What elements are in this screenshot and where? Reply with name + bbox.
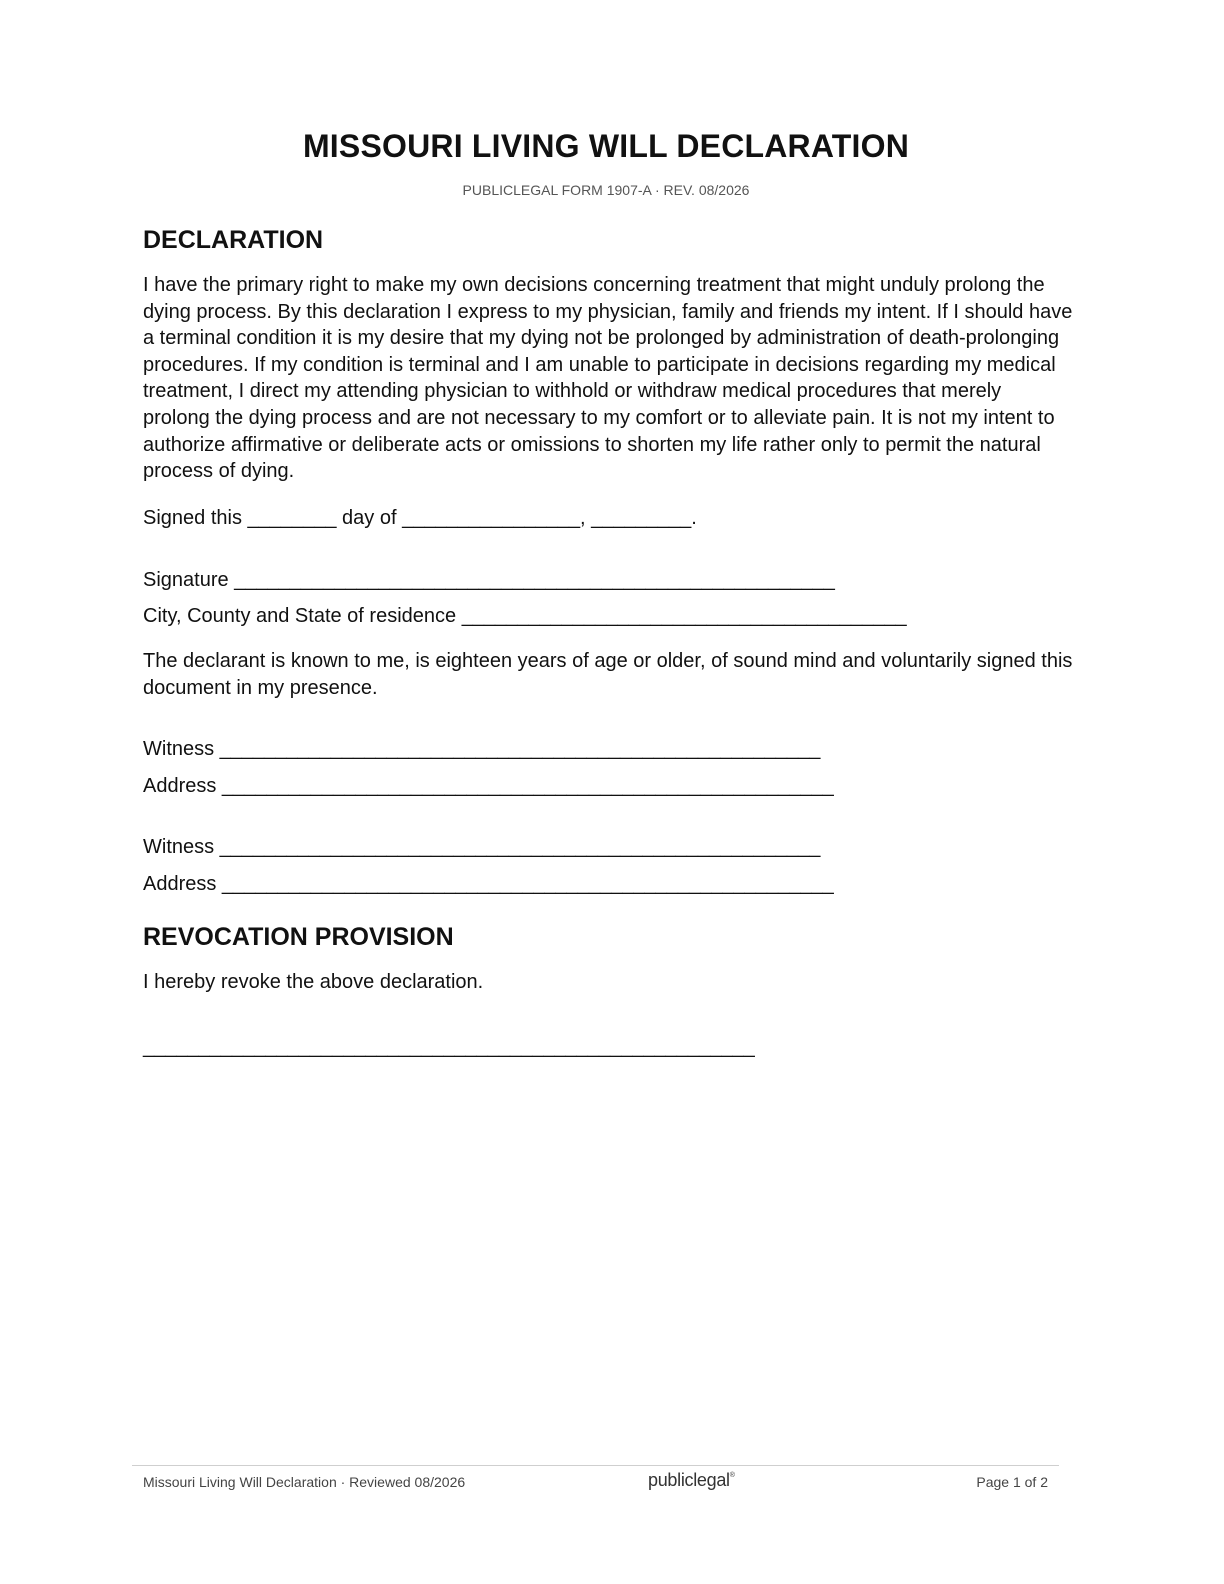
revocation-heading: REVOCATION PROVISION xyxy=(143,923,454,951)
revocation-signature-line[interactable]: _______________________________________________________ xyxy=(143,1036,755,1058)
logo-text: publiclegal xyxy=(648,1470,730,1490)
witness-1-line[interactable]: Witness ______________________________________________________ xyxy=(143,738,821,760)
document-title: MISSOURI LIVING WILL DECLARATION xyxy=(302,128,910,164)
revocation-body: I hereby revoke the above declaration. xyxy=(143,971,484,993)
declaration-body: I have the primary right to make my own decisions concerning treatment that might unduly prolong the dying process. By this declaration I express to my physician, family and friends my intent. If I should have a terminal condition it is my desire that my dying not be prolonged by administration of death-prolonging procedures. If my condition is terminal and I am unable to participate in decisions regarding my medical treatment, I direct my attending physician to withhold or withdraw medical procedures that merely prolong the dying process and are not necessary to my comfort or to alleviate pain. It is not my intent to authorize affirmative or deliberate acts or omissions to shorten my life rather only to permit the natural process of dying. xyxy=(143,274,1073,483)
footer-divider xyxy=(132,1465,1059,1466)
witness-statement: The declarant is known to me, is eighteen years of age or older, of sound mind and voluntarily signed this document in my presence. xyxy=(143,650,1073,699)
residence-line[interactable]: City, County and State of residence ________________________________________ xyxy=(143,605,907,627)
signed-date-line[interactable]: Signed this ________ day of ________________, _________. xyxy=(143,507,697,529)
signature-line[interactable]: Signature ______________________________________________________ xyxy=(143,569,835,591)
page-number: Page 1 of 2 xyxy=(976,1474,1048,1490)
declaration-heading: DECLARATION xyxy=(143,226,324,254)
witness-2-line[interactable]: Witness ______________________________________________________ xyxy=(143,836,821,858)
registered-mark: ® xyxy=(729,1472,735,1479)
form-number: PUBLICLEGAL FORM 1907-A · REV. 08/2026 xyxy=(462,182,750,198)
witness-1-address-line[interactable]: Address _______________________________________________________ xyxy=(143,775,834,797)
footer-document-name: Missouri Living Will Declaration · Reviewed 08/2026 xyxy=(143,1474,466,1490)
publiclegal-logo xyxy=(648,1470,735,1491)
witness-2-address-line[interactable]: Address _______________________________________________________ xyxy=(143,873,834,895)
